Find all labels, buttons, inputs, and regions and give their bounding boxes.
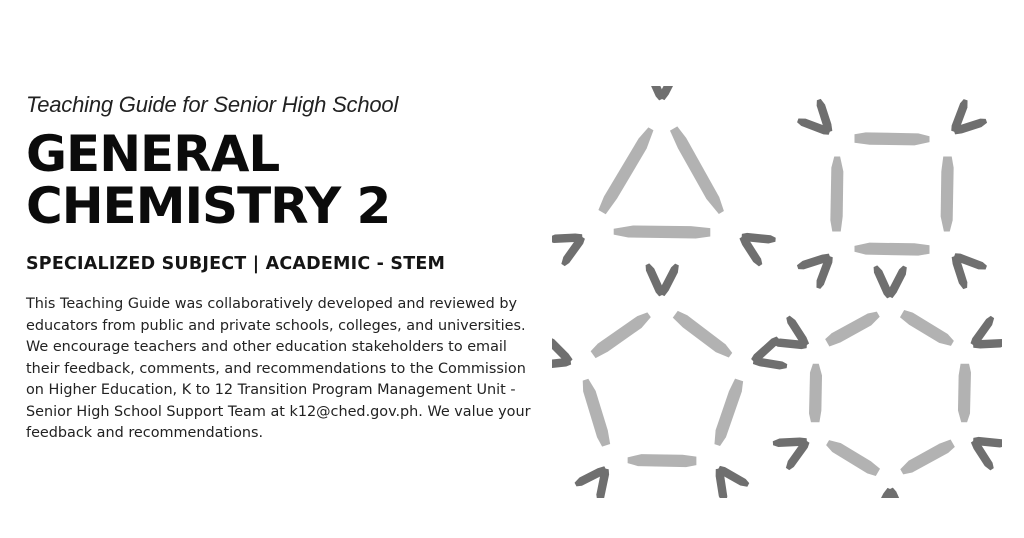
pentagon-figure bbox=[552, 262, 788, 498]
hexagon-bond bbox=[899, 437, 956, 477]
square-bond bbox=[854, 132, 929, 145]
hexagon-bond bbox=[899, 308, 956, 348]
hexagon-bond bbox=[958, 364, 971, 422]
triangle-bond bbox=[614, 226, 711, 239]
pentagon-branch bbox=[658, 262, 681, 297]
square-figure bbox=[796, 98, 988, 290]
title-line-1: GENERAL bbox=[26, 125, 280, 183]
square-bond bbox=[830, 156, 843, 231]
polygon-molecule-illustration bbox=[552, 86, 1002, 498]
hexagon-bond bbox=[809, 364, 822, 422]
cover-text-block bbox=[26, 92, 546, 445]
hexagon-figure bbox=[773, 264, 1002, 498]
triangle-figure bbox=[552, 86, 776, 268]
pentagon-branch bbox=[753, 357, 788, 371]
pentagon-bond bbox=[711, 378, 745, 447]
square-bond bbox=[854, 243, 929, 256]
pentagon-bond bbox=[671, 309, 734, 360]
hexagon-bond bbox=[824, 308, 881, 348]
pentagon-bond bbox=[589, 309, 652, 360]
subtitle: Teaching Guide for Senior High School bbox=[26, 92, 399, 117]
triangle-bond bbox=[597, 125, 657, 215]
hexagon-bond bbox=[824, 437, 881, 477]
strand-label: SPECIALIZED SUBJECT | ACADEMIC - STEM bbox=[26, 254, 446, 274]
hexagon-branch bbox=[886, 264, 909, 299]
hexagon-branch bbox=[871, 487, 894, 498]
title-line-2: CHEMISTRY 2 bbox=[26, 177, 391, 235]
triangle-bond bbox=[668, 125, 728, 215]
pentagon-bond bbox=[579, 378, 613, 447]
description-paragraph: This Teaching Guide was collaboratively developed and reviewed by educators from public and private schools, colleges, and universities. We encourage teachers and other education stakeholders to email their feedback, comments, and recommendations to the Commission on Higher Education, K to 12 Transition Program Management Unit - Senior High School Support Team at k12@ched.gov.ph. We value your feedback and recommendations. bbox=[26, 296, 531, 441]
pentagon-bond bbox=[628, 454, 697, 467]
square-bond bbox=[941, 156, 954, 231]
